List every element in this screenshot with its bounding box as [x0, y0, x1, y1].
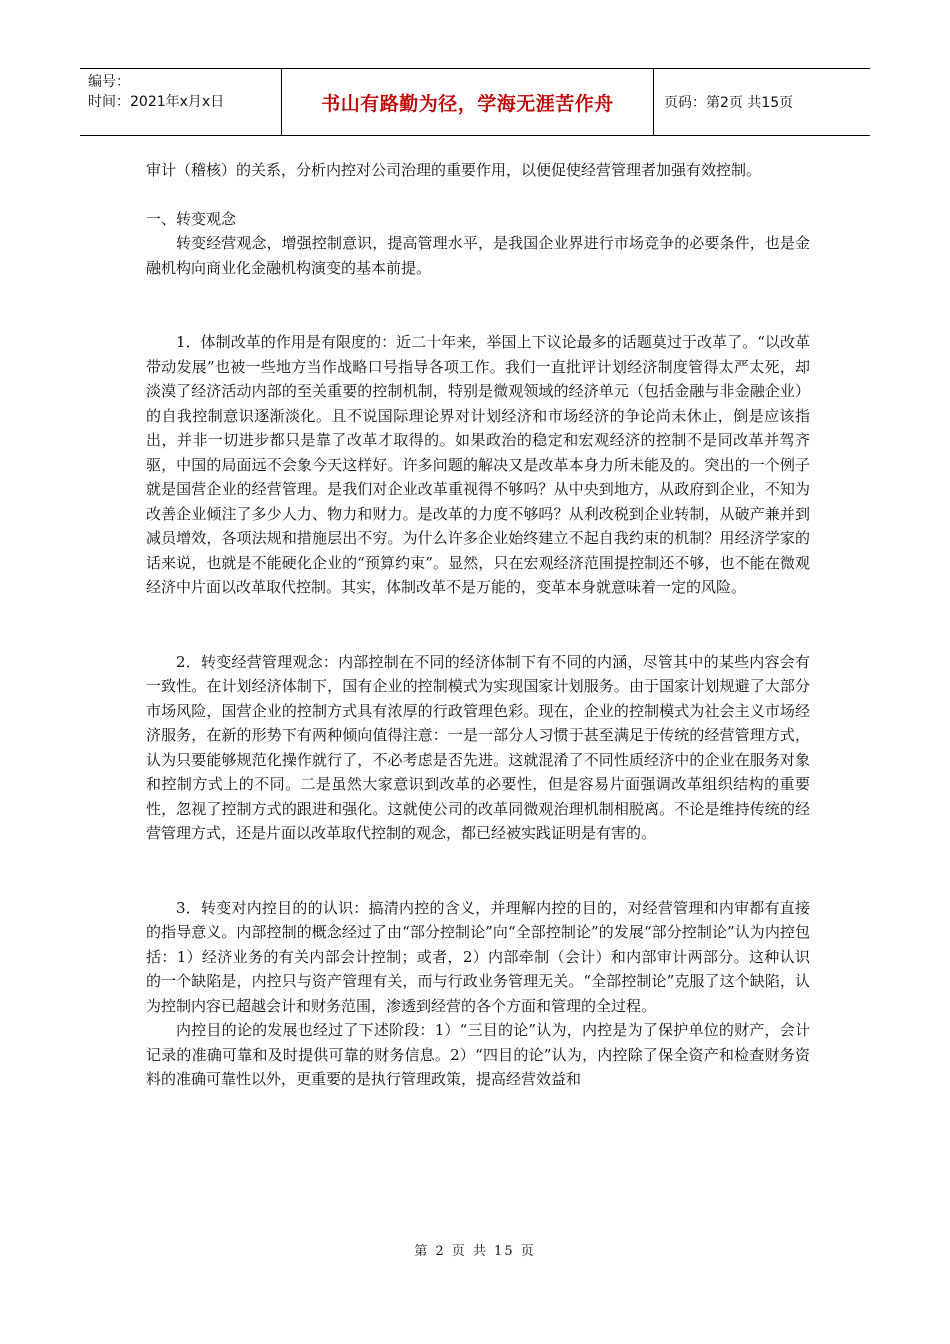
paragraph-point-1: 1．体制改革的作用是有限度的：近二十年来，举国上下议论最多的话题莫过于改革了。“以改革带动发展”也被一些地方当作战略口号指导各项工作。我们一直批评计划经济制度管得太严太死，却淡漠了经济活动内部的至关重要的控制机制，特别是微观领域的经济单元（包括金融与非金融企业）的自我控制意识逐渐淡化。且不说国际理论界对计划经济和市场经济的争论尚未休止，倒是应该指出，并非一切进步都只是靠了改革才取得的。如果政治的稳定和宏观经济的控制不是同改革并驾齐驱，中国的局面远不会象今天这样好。许多问题的解决又是改革本身力所未能及的。突出的一个例子就是国营企业的经营管理。是我们对企业改革重视得不够吗？从中央到地方，从政府到企业，不知为改善企业倾注了多少人力、物力和财力。是改革的力度不够吗？从利改税到企业转制，从破产兼并到减员增效，各项法规和措施层出不穷。为什么许多企业始终建立不起自我约束的机制？用经济学家的话来说，也就是不能硬化企业的“预算约束”。显然，只在宏观经济范围提控制还不够，也不能在微观经济中片面以改革取代控制。其实，体制改革不是万能的，变革本身就意味着一定的风险。 [146, 333, 810, 596]
page-header [80, 68, 870, 136]
paragraph-control-objectives: 内控目的论的发展也经过了下述阶段：1）“三目的论”认为，内控是为了保护单位的财产，会计记录的准确可靠和及时提供可靠的财务信息。2）“四目的论”认为，内控除了保全资产和检查财务资料的准确可靠性以外，更重要的是执行管理政策，提高经营效益和 [146, 1021, 810, 1088]
header-meta-cell [80, 69, 282, 135]
paragraph-intro: 转变经营观念，增强控制意识，提高管理水平，是我国企业界进行市场竞争的必要条件，也是金融机构向商业化金融机构演变的基本前提。 [146, 234, 810, 277]
document-code-label: 编号： [88, 74, 130, 90]
paragraph-point-2: 2．转变经营管理观念：内部控制在不同的经济体制下有不同的内涵，尽管其中的某些内容会有一致性。在计划经济体制下，国有企业的控制模式为实现国家计划服务。由于国家计划规避了大部分市场风险，国营企业的控制方式具有浓厚的行政管理色彩。现在，企业的控制模式为社会主义市场经济服务，在新的形势下有两种倾向值得注意：一是一部分人习惯于甚至满足于传统的经营管理方式，认为只要能够规范化操作就行了，不必考虑是否先进。这就混淆了不同性质经济中的企业在服务对象和控制方式上的不同。二是虽然大家意识到改革的必要性，但是容易片面强调改革组织结构的重要性，忽视了控制方式的跟进和强化。这就使公司的改革同微观治理机制相脱离。不论是维持传统的经营管理方式，还是片面以改革取代控制的观念，都已经被实践证明是有害的。 [146, 652, 810, 842]
paragraph-continuation: 审计（稽核）的关系，分析内控对公司治理的重要作用，以便促使经营管理者加强有效控制。 [146, 161, 762, 179]
paragraph-point-3: 3．转变对内控目的的认识：搞清内控的含义，并理解内控的目的，对经营管理和内审都有直接的指导意义。内部控制的概念经过了由“部分控制论”向“全部控制论”的发展“部分控制论”认为内控包括：1）经济业务的有关内部会计控制；或者，2）内部牵制（会计）和内部审计两部分。这种认识的一个缺陷是，内控只与资产管理有关，而与行政业务管理无关。“全部控制论”克服了这个缺陷，认为控制内容已超越会计和财务范围，渗透到经营的各个方面和管理的全过程。 [146, 898, 810, 1015]
document-body [146, 158, 810, 1092]
header-page-info: 页码：第2页 共15页 [664, 95, 794, 111]
document-date: 时间：2021年x月x日 [88, 94, 225, 110]
header-motto: 书山有路勤为径，学海无涯苦作舟 [282, 69, 654, 135]
page-footer: 第 2 页 共 15 页 [414, 1244, 536, 1259]
section-heading: 一、转变观念 [146, 209, 237, 228]
